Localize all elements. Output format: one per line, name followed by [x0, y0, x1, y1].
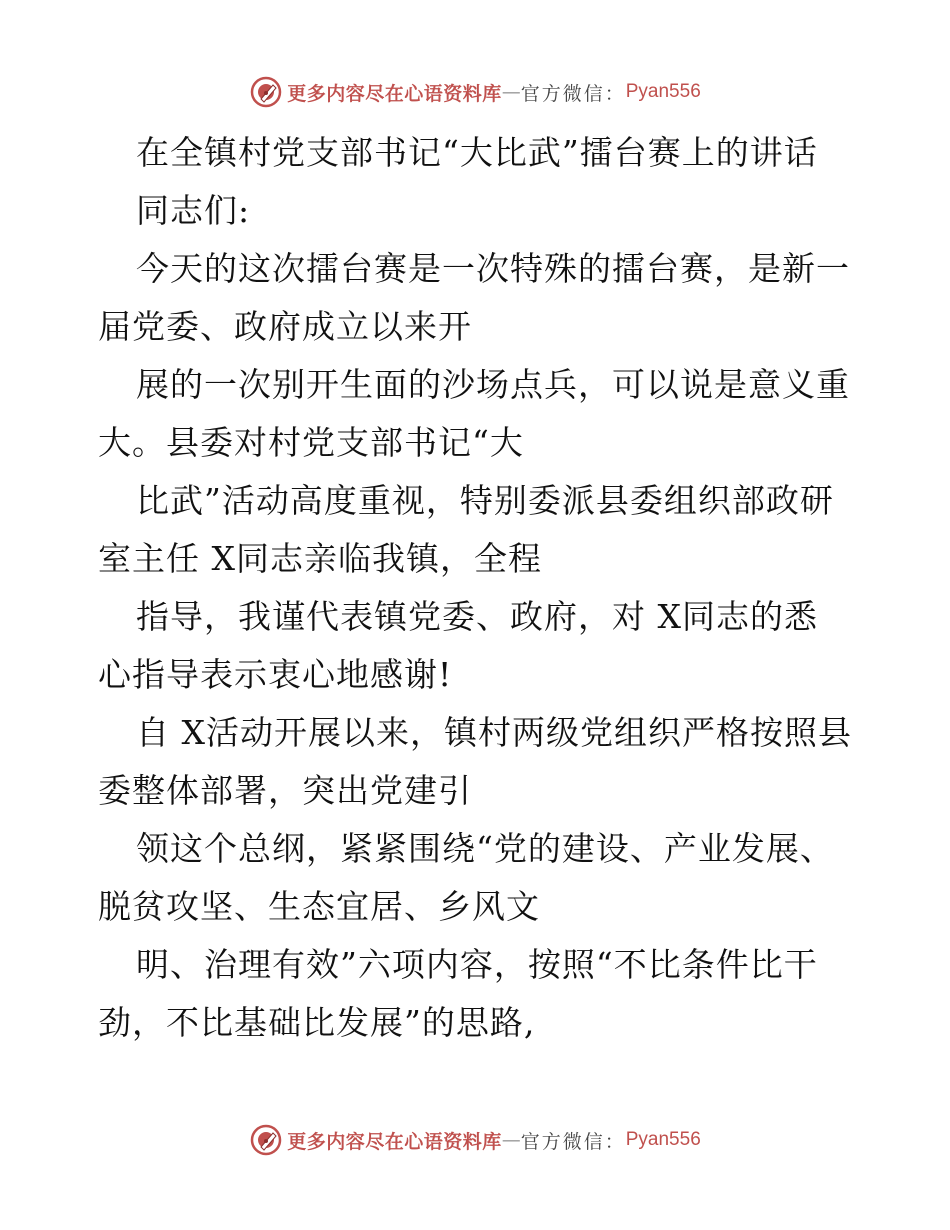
- paragraph-line: 届党委、政府成立以来开: [98, 307, 472, 346]
- document-title: 在全镇村党支部书记“大比武”擂台赛上的讲话: [136, 133, 818, 172]
- paragraph-line: 室主任 X同志亲临我镇，全程: [98, 539, 542, 578]
- header-separator: —: [501, 81, 521, 103]
- footer-wechat-id: Pyan556: [625, 1129, 701, 1150]
- footer-site-text: 更多内容尽在心语资料库: [287, 1130, 502, 1153]
- header-site-text: 更多内容尽在心语资料库: [287, 82, 502, 105]
- pen-nib-logo-icon: [249, 1123, 283, 1157]
- paragraph-line: 心指导表示衷心地感谢!: [98, 655, 453, 694]
- document-body: [98, 124, 858, 1052]
- header-wechat-id: Pyan556: [625, 81, 701, 102]
- paragraph-line: 今天的这次擂台赛是一次特殊的擂台赛，是新一: [136, 249, 850, 288]
- paragraph-line: 劲，不比基础比发展”的思路,: [98, 1003, 536, 1042]
- paragraph-line: 大。县委对村党支部书记“大: [98, 423, 524, 462]
- paragraph-line: 领这个总纲，紧紧围绕“党的建设、产业发展、: [136, 829, 834, 868]
- header-wechat-label: 官方微信：: [520, 82, 626, 105]
- paragraph-line: 自 X活动开展以来，镇村两级党组织严格按照县: [136, 713, 852, 752]
- paragraph-line: 展的一次别开生面的沙场点兵，可以说是意义重: [136, 365, 850, 404]
- paragraph-line: 指导，我谨代表镇党委、政府，对 X同志的悉: [136, 597, 818, 636]
- footer-separator: —: [501, 1129, 521, 1151]
- paragraph-line: 明、治理有效”六项内容，按照“不比条件比干: [136, 945, 818, 984]
- salutation: 同志们:: [136, 191, 251, 230]
- header-banner: [0, 72, 950, 112]
- paragraph-line: 脱贫攻坚、生态宜居、乡风文: [98, 887, 540, 926]
- footer-wechat-label: 官方微信：: [520, 1130, 626, 1153]
- paragraph-line: 比武”活动高度重视，特别委派县委组织部政研: [136, 481, 834, 520]
- footer-banner: [0, 1120, 950, 1160]
- pen-nib-logo-icon: [249, 75, 283, 109]
- paragraph-line: 委整体部署，突出党建引: [98, 771, 472, 810]
